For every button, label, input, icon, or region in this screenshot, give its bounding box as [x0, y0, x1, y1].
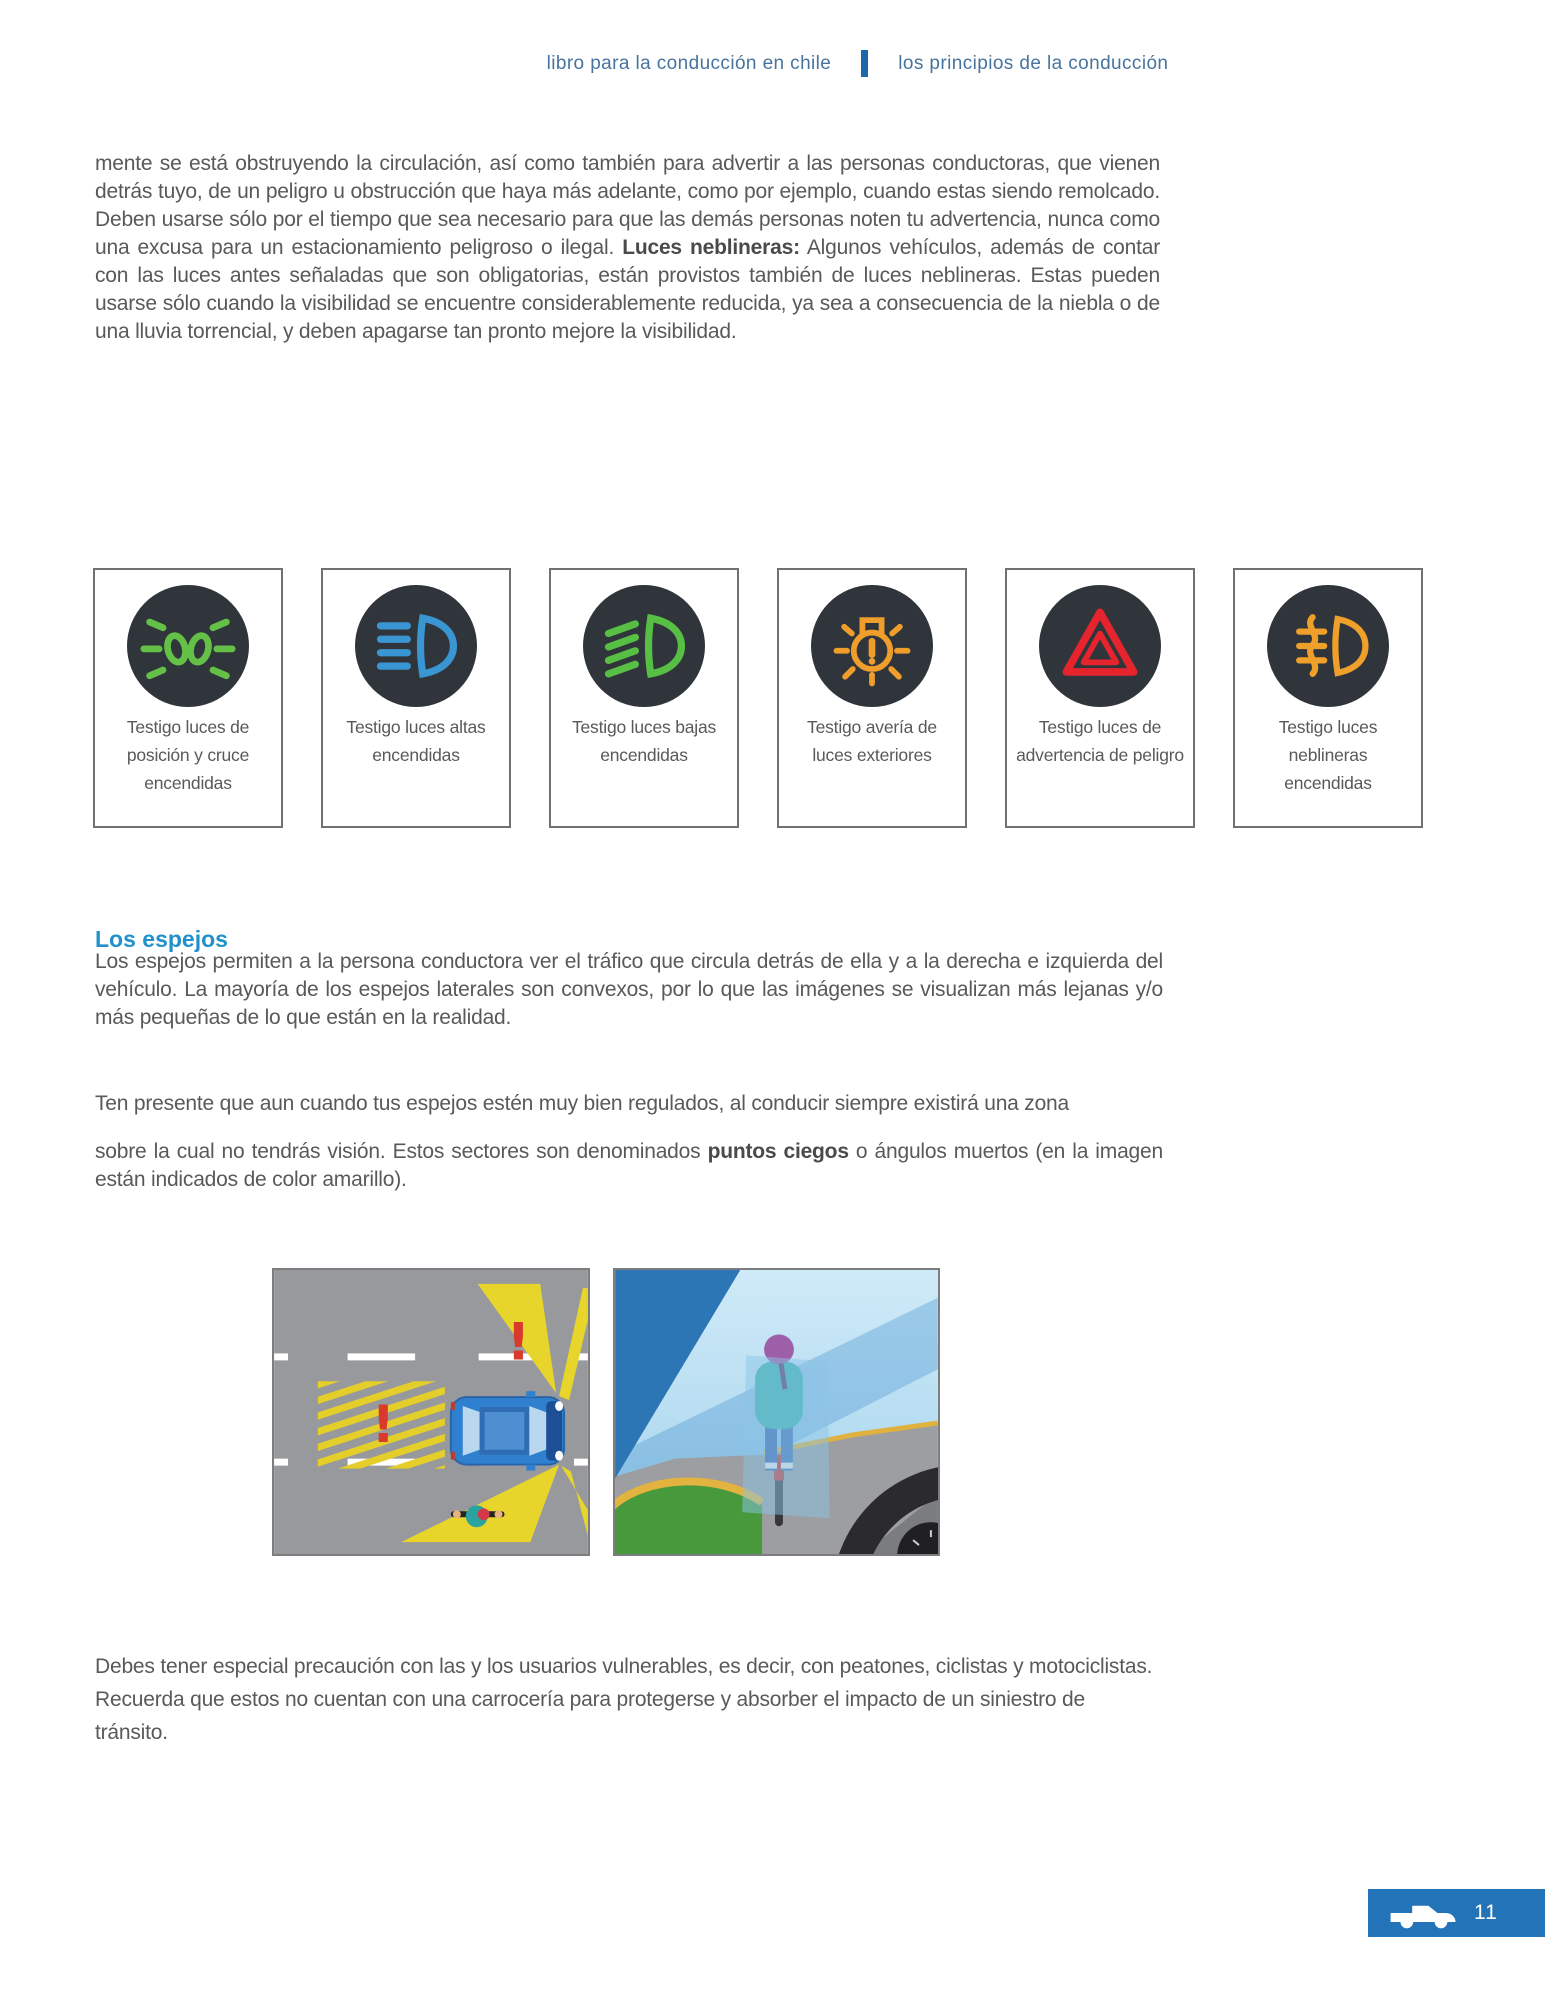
indicator-caption: Testigo avería de luces exteriores: [807, 717, 937, 765]
blind-spot-top-view-figure: [272, 1268, 590, 1556]
header-separator: [861, 50, 868, 77]
footer-page-bar: [1368, 1889, 1545, 1937]
blind-spot-band: [742, 1355, 829, 1518]
header-book-title: libro para la conducción en chile: [546, 52, 832, 74]
intro-paragraph-part2: Algunos vehículos, además de contar con las luces antes señaladas que son obligatorias, están provistos también de luces neblineras. Estas pueden usarse sólo cuando la visibilidad se encuentre considerablemente reducida, ya sea a consecuencia de la niebla o de una lluvia torrencial, y deben apagarse tan pronto mejore la visibilidad.: [95, 236, 1160, 343]
indicator-row: [93, 568, 1425, 828]
car-top-view: [451, 1391, 564, 1470]
hazard-warning-icon: [1039, 585, 1161, 707]
mirrors-paragraph-2-line1: Ten presente que aun cuando tus espejos estén muy bien regulados, al conducir siempre existirá una zona: [95, 1092, 1070, 1115]
mirrors-section-heading: Los espejos: [95, 926, 228, 952]
page-number: 11: [1474, 1901, 1498, 1924]
indicator-caption: Testigo luces bajas encendidas: [571, 717, 717, 765]
intro-paragraph: [95, 150, 1160, 346]
header-chapter-title: los principios de la conducción: [898, 52, 1169, 74]
intro-paragraph-bold: Luces neblineras:: [622, 236, 800, 259]
indicator-box-high-beam: [321, 568, 511, 828]
driver-view-figure: [613, 1268, 940, 1556]
indicator-box-hazard: [1005, 568, 1195, 828]
exterior-light-failure-icon: [811, 585, 933, 707]
mirrors-paragraph-2-part2: o ángulos muertos (en la imagen están indicados de color amarillo).: [95, 1140, 1163, 1191]
warning-exclamation: !: [371, 1394, 396, 1455]
high-beam-icon: [355, 585, 477, 707]
indicator-box-light-failure: [777, 568, 967, 828]
indicator-caption: Testigo luces neblineras encendidas: [1278, 717, 1378, 793]
low-beam-icon: [583, 585, 705, 707]
indicator-caption: Testigo luces altas encendidas: [346, 717, 486, 765]
mirrors-paragraph-1: Los espejos permiten a la persona conductora ver el tráfico que circula detrás de ella y a la derecha e izquierda del vehículo. La mayoría de los espejos laterales son convexos, por lo que las imágenes se visualizan más lejanas y/o más pequeñas de lo que están en la realidad.: [95, 950, 1163, 1029]
mirrors-paragraph-2: [95, 1138, 1163, 1194]
indicator-caption: Testigo luces de posición y cruce encendidas: [126, 717, 250, 793]
warning-exclamation: !: [506, 1312, 531, 1373]
mirrors-paragraph-2-part1: sobre la cual no tendrás visión. Estos sectores son denominados: [95, 1140, 708, 1163]
indicator-box-fog-lights: [1233, 568, 1423, 828]
indicator-box-low-beam: [549, 568, 739, 828]
indicator-caption: Testigo luces de advertencia de peligro: [1016, 717, 1184, 765]
fog-lights-icon: [1267, 585, 1389, 707]
intro-paragraph-part1: mente se está obstruyendo la circulación, así como también para advertir a las personas conductoras, que vienen detrás tuyo, de un peligro u obstrucción que haya más adelante, como por ejemplo, cuando estas siendo remolcado. Deben usarse sólo por el tiempo que sea necesario para que las demás personas noten tu advertencia, nunca como una excusa para un estacionamiento peligroso o ilegal.: [95, 152, 1160, 259]
blind-spot-term: puntos ciegos: [707, 1140, 849, 1163]
page-header: [85, 50, 1545, 77]
position-lights-icon: [127, 585, 249, 707]
indicator-box-position-lights: [93, 568, 283, 828]
closing-paragraph: Debes tener especial precaución con las y los usuarios vulnerables, es decir, con peatones, ciclistas y motociclistas. Recuerda que estos no cuentan con una carrocería para protegerse y absorber el impacto de un siniestro de tránsito.: [95, 1655, 1153, 1744]
truck-icon: [1384, 1895, 1462, 1931]
